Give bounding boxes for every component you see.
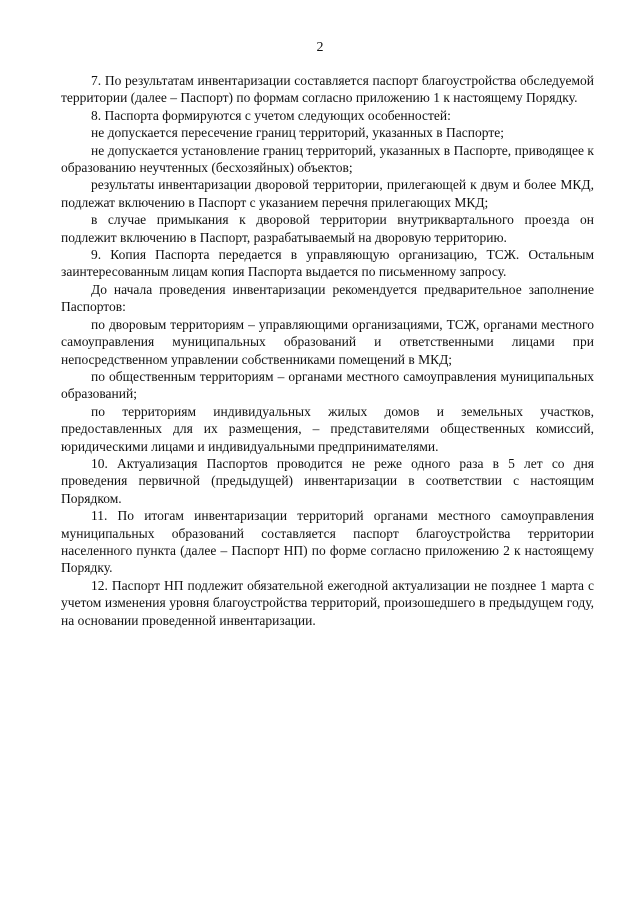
page-number: 2: [316, 40, 324, 55]
list-item-no-boundary-overlap: не допускается пересечение границ территорий, указанных в Паспорте;: [91, 125, 504, 141]
list-item-public-territories: по общественным территориям – органами местного самоуправления муниципальных образований;: [61, 368, 594, 402]
list-item-no-ownerless-objects: не допускается установление границ территорий, указанных в Паспорте, приводящее к образованию неучтенных (бесхозяйных) объектов;: [61, 142, 594, 176]
document-body: [61, 72, 594, 629]
paragraph-8-passport-features: 8. Паспорта формируются с учетом следующих особенностей:: [91, 107, 451, 123]
paragraph-preliminary-filling: До начала проведения инвентаризации рекомендуется предварительное заполнение Паспортов:: [61, 281, 594, 315]
paragraph-9-passport-copy: 9. Копия Паспорта передается в управляющую организацию, ТСЖ. Остальным заинтересованным лицам копия Паспорта выдается по письменному запросу.: [61, 247, 594, 280]
paragraph-10-passport-update: 10. Актуализация Паспортов проводится не реже одного раза в 5 лет со дня проведения первичной (предыдущей) инвентаризации в соответствии с настоящим Порядком.: [61, 455, 594, 506]
list-item-individual-houses: по территориям индивидуальных жилых домов и земельных участков, предоставленных для их размещения, – представителями общественных комиссий, юридическими лицами и индивидуальными предпринимателями.: [61, 403, 594, 454]
list-item-intra-block-driveway: в случае примыкания к дворовой территории внутриквартального проезда он подлежит включению в Паспорт, разрабатываемый на дворовую территорию.: [61, 212, 594, 245]
list-item-yard-territories: по дворовым территориям – управляющими организациями, ТСЖ, органами местного самоуправления муниципальных образований и ответственными лицами при непосредственном управлении собственниками помещений в МКД;: [61, 316, 594, 367]
list-item-adjacent-mkd: результаты инвентаризации дворовой территории, прилегающей к двум и более МКД, подлежат включению в Паспорт с указанием перечня прилегающих МКД;: [61, 177, 594, 210]
paragraph-12-np-passport-update: 12. Паспорт НП подлежит обязательной ежегодной актуализации не позднее 1 марта с учетом изменения уровня благоустройства территорий, произошедшего в предыдущем году, на основании проведенной инвентаризации.: [61, 577, 594, 628]
paragraph-11-np-passport: 11. По итогам инвентаризации территорий органами местного самоуправления муниципальных образований составляется паспорт благоустройства территории населенного пункта (далее – Паспорт НП) по форме согласно приложению 2 к настоящему Порядку.: [61, 508, 594, 576]
paragraph-7-passport-compilation: 7. По результатам инвентаризации составляется паспорт благоустройства обследуемой территории (далее – Паспорт) по формам согласно приложению 1 к настоящему Порядку.: [61, 73, 594, 106]
